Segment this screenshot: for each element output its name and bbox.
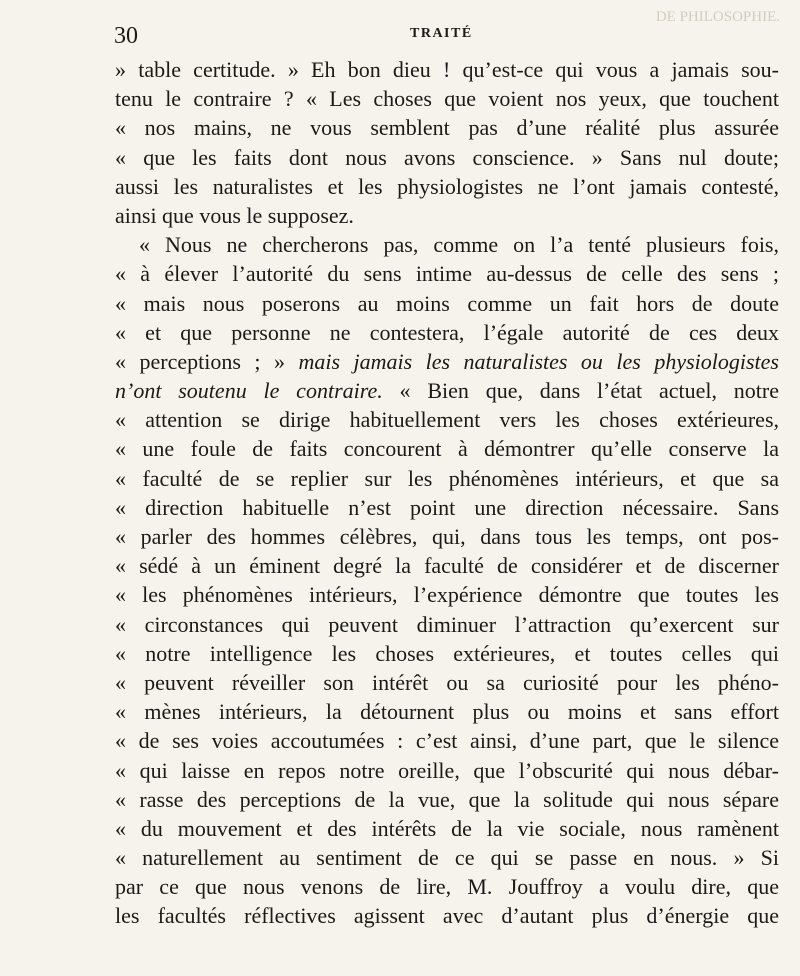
page-number: 30 <box>114 23 138 49</box>
text-span: ainsi que vous le supposez. <box>115 202 354 228</box>
text-line <box>115 405 779 434</box>
text-span: « de ses voies accoutumées : c’est ainsi, d’une part, que le silence <box>115 728 779 754</box>
text-line <box>115 434 779 463</box>
text-line <box>115 259 779 288</box>
text-line <box>115 113 779 142</box>
running-head: TRAITÉ <box>410 26 473 41</box>
text-line <box>115 668 779 697</box>
text-span: « mais nous poserons au moins comme un fait hors de doute <box>115 290 779 316</box>
text-line <box>115 843 779 872</box>
text-span: « qui laisse en repos notre oreille, que l’obscurité qui nous débar- <box>115 757 779 783</box>
text-span: « rasse des perceptions de la vue, que la solitude qui nous sépare <box>115 786 779 812</box>
paragraph-start-line <box>115 230 779 259</box>
text-line <box>115 464 779 493</box>
text-line <box>115 376 779 405</box>
text-span: « mènes intérieurs, la détournent plus ou moins et sans effort <box>115 699 779 725</box>
text-span: « et que personne ne contestera, l’égale autorité de ces deux <box>115 319 779 345</box>
text-line <box>115 84 779 113</box>
body-text <box>115 55 779 931</box>
italic-text-span: mais jamais les naturalistes ou les physiologistes <box>298 348 779 374</box>
text-line <box>115 697 779 726</box>
text-span: « direction habituelle n’est point une direction nécessaire. Sans <box>115 494 779 520</box>
text-line <box>115 201 779 230</box>
text-line <box>115 318 779 347</box>
text-line <box>115 493 779 522</box>
text-span: « attention se dirige habituellement vers les choses extérieures, <box>115 407 779 433</box>
text-line <box>115 289 779 318</box>
text-line <box>115 610 779 639</box>
text-span: « peuvent réveiller son intérêt ou sa curiosité pour les phéno- <box>115 669 779 695</box>
text-line <box>115 347 779 376</box>
text-span: « Nous ne chercherons pas, comme on l’a tenté plusieurs fois, <box>139 232 779 258</box>
text-span: « que les faits dont nous avons conscience. » Sans nul doute; <box>115 144 779 170</box>
text-span: « une foule de faits concourent à démontrer qu’elle conserve la <box>115 436 779 462</box>
text-line <box>115 785 779 814</box>
text-line <box>115 639 779 668</box>
text-span: tenu le contraire ? « Les choses que voient nos yeux, que touchent <box>115 86 779 112</box>
text-line <box>115 55 779 84</box>
text-span: « du mouvement et des intérêts de la vie sociale, nous ramènent <box>115 815 779 841</box>
text-line <box>115 522 779 551</box>
text-span: » table certitude. » Eh bon dieu ! qu’est-ce qui vous a jamais sou- <box>115 57 779 82</box>
text-line <box>115 726 779 755</box>
italic-text-span: n’ont soutenu le contraire. <box>115 378 383 404</box>
text-span: « circonstances qui peuvent diminuer l’attraction qu’exercent sur <box>115 611 779 637</box>
text-span: les facultés réflectives agissent avec d’autant plus d’énergie que <box>115 903 779 929</box>
text-span: « naturellement au sentiment de ce qui se passe en nous. » Si <box>115 845 779 871</box>
text-line <box>115 756 779 785</box>
text-span: « nos mains, ne vous semblent pas d’une réalité plus assurée <box>115 115 779 141</box>
text-span: par ce que nous venons de lire, M. Jouffroy a voulu dire, que <box>115 874 779 900</box>
text-line <box>115 143 779 172</box>
text-span: aussi les naturalistes et les physiologistes ne l’ont jamais contesté, <box>115 173 779 199</box>
text-span: « les phénomènes intérieurs, l’expérience démontre que toutes les <box>115 582 779 608</box>
text-line <box>115 814 779 843</box>
text-line <box>115 551 779 580</box>
text-span: « parler des hommes célèbres, qui, dans tous les temps, ont pos- <box>115 524 779 549</box>
text-span: « Bien que, dans l’état actuel, notre <box>382 378 779 404</box>
text-span: « faculté de se replier sur les phénomènes intérieurs, et que sa <box>115 465 779 491</box>
text-span: « sédé à un éminent degré la faculté de considérer et de discerner <box>115 553 779 579</box>
text-line <box>115 901 779 930</box>
text-span: « notre intelligence les choses extérieures, et toutes celles qui <box>115 640 779 666</box>
text-span: « à élever l’autorité du sens intime au-dessus de celle des sens ; <box>115 261 779 287</box>
text-line <box>115 872 779 901</box>
text-line <box>115 172 779 201</box>
show-through-text: DE PHILOSOPHIE. <box>655 9 780 25</box>
text-span: « perceptions ; » <box>115 348 299 374</box>
text-line <box>115 580 779 609</box>
